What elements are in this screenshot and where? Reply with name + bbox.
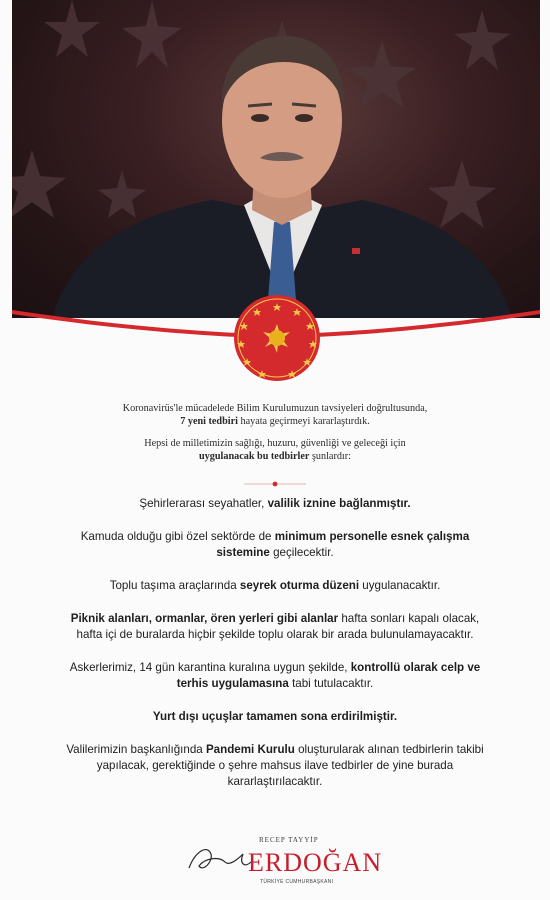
handwritten-signature bbox=[185, 838, 255, 878]
portrait-illustration bbox=[12, 0, 540, 318]
measure-3 bbox=[60, 578, 490, 594]
measures-list bbox=[60, 496, 490, 807]
measure-1 bbox=[60, 496, 490, 512]
measure-5-text: Askerlerimiz, 14 gün karantina kuralına uygun şekilde, bbox=[69, 661, 351, 674]
measure-2-text-end: geçilecektir. bbox=[269, 546, 334, 559]
intro-paragraph-1 bbox=[120, 402, 430, 428]
intro-paragraph-2 bbox=[120, 437, 430, 463]
intro-p1-c: hayata geçirmeyi kararlaştırdık. bbox=[237, 416, 370, 427]
measure-7-text: Valilerimizin başkanlığında bbox=[66, 743, 206, 756]
measure-7-bold: Pandemi Kurulu bbox=[205, 743, 295, 756]
measure-4 bbox=[60, 611, 490, 643]
measure-1-bold: valilik iznine bağlanmıştır. bbox=[267, 497, 411, 510]
measure-6-bold: Yurt dışı uçuşlar tamamen sona erdirilmiştir. bbox=[152, 710, 398, 723]
measure-3-text: Toplu taşıma araçlarında bbox=[109, 579, 240, 592]
measure-3-bold: seyrek oturma düzeni bbox=[239, 579, 360, 592]
presidential-seal-icon bbox=[233, 294, 321, 382]
intro-p2-a: Hepsi de milletimizin sağlığı, huzuru, güvenliği ve geleceği için bbox=[144, 438, 406, 449]
measure-1-text: Şehirlerarası seyahatler, bbox=[139, 497, 268, 510]
measure-4-bold: Piknik alanları, ormanlar, ören yerleri gibi alanlar bbox=[70, 612, 339, 625]
signature-title: TÜRKİYE CUMHURBAŞKANI bbox=[260, 879, 334, 885]
measure-5-text-end: tabi tutulacaktır. bbox=[288, 677, 374, 690]
measure-5-bold: kontrollü olarak celp ve terhis uygulamasına bbox=[176, 661, 481, 690]
measure-7 bbox=[60, 742, 490, 790]
signature-first-names: RECEP TAYYİP bbox=[259, 836, 319, 844]
measure-7-text-end: oluşturularak alınan tedbirlerin takibi yapılacak, gerektiğinde o şehre mahsus ilave tedbirler de yine burada kararlaştırılacaktır. bbox=[96, 743, 484, 788]
portrait-photo bbox=[12, 0, 540, 318]
intro-p1-bold: 7 yeni tedbiri bbox=[180, 416, 238, 427]
intro-p2-bold: uygulanacak bu tedbirler bbox=[199, 451, 310, 462]
intro-text bbox=[120, 402, 430, 472]
measure-2 bbox=[60, 529, 490, 561]
measure-4-text: hafta sonları kapalı olacak, hafta içi de buralarda hiçbir şekilde toplu olarak bir arada bulunulamayacaktır. bbox=[76, 612, 480, 641]
signature-surname: ERDOĞAN bbox=[248, 848, 383, 877]
intro-p2-c: şunlardır: bbox=[309, 451, 351, 462]
measure-6 bbox=[60, 709, 490, 725]
measure-2-text: Kamuda olduğu gibi özel sektörde de bbox=[80, 530, 275, 543]
measure-2-bold: minimum personelle esnek çalışma sistemine bbox=[216, 530, 470, 559]
section-divider bbox=[244, 480, 306, 488]
intro-p1-a: Koronavirüs'le mücadelede Bilim Kurulumuzun tavsiyeleri doğrultusunda, bbox=[122, 403, 428, 414]
measure-3-text-end: uygulanacaktır. bbox=[359, 579, 441, 592]
measure-5 bbox=[60, 660, 490, 692]
